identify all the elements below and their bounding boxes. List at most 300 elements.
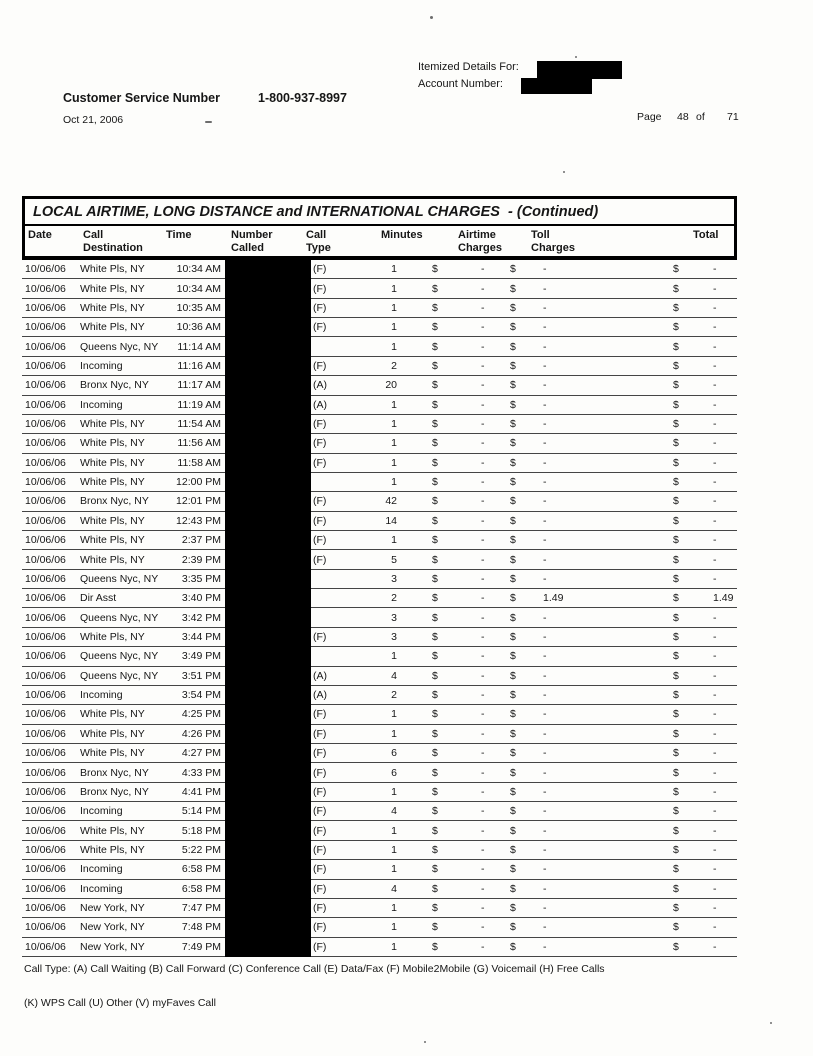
dollar-sign: $ [432, 398, 438, 411]
dollar-sign: $ [432, 669, 438, 682]
column-header-toll-charges: Toll Charges [531, 229, 576, 254]
amount-value: - [481, 379, 485, 392]
amount-value: - [481, 456, 485, 469]
dollar-sign: $ [510, 437, 516, 450]
amount-value: - [481, 321, 485, 334]
cell-minutes: 3 [391, 611, 397, 624]
cell-call-type: (F) [313, 514, 327, 527]
dollar-sign: $ [673, 282, 679, 295]
cell-call-type [311, 647, 343, 665]
cell-call-type: (F) [313, 863, 327, 876]
cell-destination: White Pls, NY [80, 514, 145, 527]
call-row [22, 376, 737, 395]
amount-value: - [543, 785, 547, 798]
dollar-sign: $ [510, 495, 516, 508]
charges-table [22, 196, 737, 957]
cell-destination: White Pls, NY [80, 843, 145, 856]
cell-total [594, 899, 737, 917]
cell-toll-charges [491, 725, 594, 743]
cell-airtime-charges [407, 705, 491, 723]
cell-destination: New York, NY [80, 921, 145, 934]
amount-value: - [481, 747, 485, 760]
dollar-sign: $ [432, 766, 438, 779]
dollar-sign: $ [432, 824, 438, 837]
call-row [22, 337, 737, 356]
amount-value: - [713, 631, 717, 643]
cell-airtime-charges [407, 667, 491, 685]
cell-minutes: 1 [391, 534, 397, 547]
amount-value: - [543, 863, 547, 876]
amount-value: - [543, 282, 547, 295]
amount-value: - [481, 863, 485, 876]
amount-value: - [543, 495, 547, 508]
dollar-sign: $ [510, 863, 516, 876]
amount-value: - [481, 708, 485, 721]
cell-call-type: (F) [313, 921, 327, 934]
cell-date: 10/06/06 [25, 418, 66, 431]
cell-toll-charges [491, 763, 594, 781]
dollar-sign: $ [510, 514, 516, 527]
cell-destination: White Pls, NY [80, 708, 145, 721]
dollar-sign: $ [432, 572, 438, 585]
amount-value: - [543, 631, 547, 643]
dollar-sign: $ [432, 418, 438, 431]
amount-value: - [713, 882, 717, 895]
dollar-sign: $ [673, 650, 679, 663]
cell-date: 10/06/06 [25, 805, 66, 818]
call-row [22, 415, 737, 434]
cell-call-type: (F) [313, 418, 327, 431]
cell-minutes: 1 [391, 282, 397, 295]
cell-airtime-charges [407, 299, 491, 317]
cell-date: 10/06/06 [25, 572, 66, 585]
amount-value: - [543, 650, 547, 663]
dollar-sign: $ [432, 611, 438, 624]
cell-date: 10/06/06 [25, 689, 66, 702]
amount-value: - [713, 863, 717, 876]
call-type-legend-line2: (K) WPS Call (U) Other (V) myFaves Call [24, 997, 216, 1009]
dollar-sign: $ [673, 669, 679, 682]
dollar-sign: $ [432, 321, 438, 334]
cell-call-type: (F) [313, 359, 327, 372]
amount-value: - [713, 727, 717, 740]
cell-airtime-charges [407, 550, 491, 568]
cell-time: 11:16 AM [177, 359, 221, 372]
itemized-details-block [418, 59, 519, 93]
amount-value: - [543, 611, 547, 624]
cell-time: 10:36 AM [176, 321, 221, 334]
dollar-sign: $ [510, 650, 516, 663]
cell-time: 3:49 PM [181, 650, 221, 663]
dollar-sign: $ [673, 824, 679, 837]
dollar-sign: $ [673, 534, 679, 547]
dollar-sign: $ [432, 863, 438, 876]
cell-destination: Queens Nyc, NY [80, 572, 159, 585]
redacted-account-number [521, 78, 592, 94]
account-number-label: Account Number: [418, 78, 503, 90]
call-row [22, 647, 737, 666]
cell-call-type: (F) [313, 456, 327, 469]
cell-call-type: (F) [313, 805, 327, 818]
cell-toll-charges [491, 589, 594, 607]
cell-minutes: 1 [391, 727, 397, 740]
dollar-sign: $ [432, 940, 438, 953]
dollar-sign: $ [432, 747, 438, 760]
call-row [22, 686, 737, 705]
cell-call-type: (F) [313, 301, 327, 314]
cell-destination: White Pls, NY [80, 263, 145, 276]
cell-minutes: 42 [385, 495, 397, 508]
cell-time: 6:58 PM [181, 882, 221, 895]
dollar-sign: $ [432, 921, 438, 934]
dollar-sign: $ [510, 611, 516, 624]
scan-speck [563, 171, 565, 173]
dollar-sign: $ [432, 902, 438, 915]
cell-destination: Bronx Nyc, NY [80, 379, 149, 392]
cell-toll-charges [491, 802, 594, 820]
call-row [22, 299, 737, 318]
dollar-sign: $ [510, 689, 516, 702]
cell-time: 5:14 PM [181, 805, 221, 818]
amount-value: - [543, 456, 547, 469]
amount-value: - [481, 592, 485, 605]
cell-date: 10/06/06 [25, 456, 66, 469]
column-header-number-called: Number Called [231, 229, 273, 254]
cell-total [594, 357, 737, 375]
cell-total [594, 763, 737, 781]
dollar-sign: $ [432, 689, 438, 702]
cell-toll-charges [491, 841, 594, 859]
cell-date: 10/06/06 [25, 902, 66, 915]
dollar-sign: $ [510, 882, 516, 895]
cell-destination: Dir Asst [80, 592, 117, 605]
call-row [22, 705, 737, 724]
cell-minutes: 1 [391, 902, 397, 915]
cell-airtime-charges [407, 860, 491, 878]
amount-value: - [543, 766, 547, 779]
cell-minutes: 1 [391, 785, 397, 798]
cell-date: 10/06/06 [25, 263, 66, 276]
cell-toll-charges [491, 454, 594, 472]
amount-value: - [713, 553, 717, 566]
table-header [22, 226, 737, 260]
cell-toll-charges [491, 647, 594, 665]
amount-value: - [481, 572, 485, 585]
cell-time: 3:35 PM [181, 572, 221, 585]
cell-destination: Queens Nyc, NY [80, 611, 159, 624]
dollar-sign: $ [510, 766, 516, 779]
page-of-label: of [696, 111, 705, 123]
amount-value: - [713, 902, 717, 915]
table-header-row [25, 226, 734, 256]
cell-time: 3:44 PM [181, 631, 221, 643]
cell-time: 10:35 AM [176, 301, 221, 314]
dollar-sign: $ [510, 553, 516, 566]
cell-airtime-charges [407, 434, 491, 452]
cell-time: 12:01 PM [176, 495, 221, 508]
dollar-sign: $ [510, 301, 516, 314]
cell-airtime-charges [407, 802, 491, 820]
cell-minutes: 1 [391, 476, 397, 489]
amount-value: - [543, 301, 547, 314]
cell-destination: Queens Nyc, NY [80, 340, 159, 353]
cell-time: 11:19 AM [177, 398, 221, 411]
cell-toll-charges [491, 608, 594, 626]
dollar-sign: $ [673, 495, 679, 508]
page-label: Page [637, 111, 662, 123]
amount-value: 1.49 [713, 592, 734, 605]
amount-value: - [481, 843, 485, 856]
dollar-sign: $ [673, 785, 679, 798]
cell-airtime-charges [407, 880, 491, 898]
cell-destination: White Pls, NY [80, 727, 145, 740]
amount-value: - [713, 708, 717, 721]
dollar-sign: $ [510, 359, 516, 372]
cell-total [594, 396, 737, 414]
redacted-number-called-column [225, 260, 311, 957]
call-row [22, 318, 737, 337]
cell-toll-charges [491, 318, 594, 336]
amount-value: - [481, 282, 485, 295]
amount-value: - [713, 359, 717, 372]
scan-speck [205, 121, 212, 123]
cell-date: 10/06/06 [25, 379, 66, 392]
cell-destination: Bronx Nyc, NY [80, 495, 149, 508]
cell-total [594, 260, 737, 278]
amount-value: - [481, 689, 485, 702]
cell-airtime-charges [407, 686, 491, 704]
amount-value: - [543, 805, 547, 818]
dollar-sign: $ [432, 631, 438, 643]
cell-time: 11:56 AM [177, 437, 221, 450]
dollar-sign: $ [510, 263, 516, 276]
cell-toll-charges [491, 550, 594, 568]
cell-call-type: (F) [313, 708, 327, 721]
amount-value: - [481, 534, 485, 547]
amount-value: - [713, 379, 717, 392]
dollar-sign: $ [510, 456, 516, 469]
dollar-sign: $ [510, 631, 516, 643]
column-header-call-destination: Call Destination [83, 229, 143, 254]
cell-call-type: (F) [313, 766, 327, 779]
amount-value: 1.49 [543, 592, 564, 605]
cell-date: 10/06/06 [25, 611, 66, 624]
cell-total [594, 454, 737, 472]
amount-value: - [543, 534, 547, 547]
amount-value: - [481, 476, 485, 489]
column-header-date: Date [28, 229, 52, 241]
dollar-sign: $ [673, 689, 679, 702]
dollar-sign: $ [510, 340, 516, 353]
cell-time: 6:58 PM [181, 863, 221, 876]
cell-call-type: (A) [313, 689, 327, 702]
cell-airtime-charges [407, 415, 491, 433]
cell-destination: Incoming [80, 882, 123, 895]
dollar-sign: $ [673, 456, 679, 469]
amount-value: - [481, 785, 485, 798]
amount-value: - [543, 359, 547, 372]
call-row [22, 899, 737, 918]
amount-value: - [481, 437, 485, 450]
amount-value: - [543, 940, 547, 953]
call-row [22, 744, 737, 763]
amount-value: - [481, 805, 485, 818]
cell-airtime-charges [407, 260, 491, 278]
dollar-sign: $ [673, 921, 679, 934]
cell-toll-charges [491, 783, 594, 801]
scan-speck [430, 16, 433, 19]
page-total: 71 [727, 111, 739, 123]
cell-total [594, 880, 737, 898]
call-row [22, 841, 737, 860]
cell-total [594, 802, 737, 820]
cell-date: 10/06/06 [25, 301, 66, 314]
cell-destination: Queens Nyc, NY [80, 669, 159, 682]
cell-date: 10/06/06 [25, 747, 66, 760]
cell-destination: White Pls, NY [80, 824, 145, 837]
dollar-sign: $ [673, 437, 679, 450]
amount-value: - [713, 495, 717, 508]
amount-value: - [543, 902, 547, 915]
cell-time: 3:42 PM [181, 611, 221, 624]
cell-time: 4:25 PM [181, 708, 221, 721]
amount-value: - [713, 940, 717, 953]
cell-total [594, 550, 737, 568]
cell-total [594, 725, 737, 743]
dollar-sign: $ [673, 708, 679, 721]
cell-airtime-charges [407, 628, 491, 646]
amount-value: - [481, 766, 485, 779]
amount-value: - [481, 902, 485, 915]
amount-value: - [543, 689, 547, 702]
cell-minutes: 4 [391, 805, 397, 818]
cell-time: 5:22 PM [181, 843, 221, 856]
cell-total [594, 492, 737, 510]
cell-call-type: (F) [313, 437, 327, 450]
cell-minutes: 1 [391, 863, 397, 876]
call-row [22, 279, 737, 298]
cell-airtime-charges [407, 744, 491, 762]
call-row [22, 860, 737, 879]
dollar-sign: $ [432, 843, 438, 856]
cell-call-type: (F) [313, 882, 327, 895]
call-row [22, 880, 737, 899]
dollar-sign: $ [673, 747, 679, 760]
cell-toll-charges [491, 899, 594, 917]
cell-total [594, 821, 737, 839]
cell-total [594, 667, 737, 685]
cell-toll-charges [491, 279, 594, 297]
dollar-sign: $ [432, 437, 438, 450]
dollar-sign: $ [510, 572, 516, 585]
amount-value: - [713, 747, 717, 760]
cell-time: 4:27 PM [181, 747, 221, 760]
cell-minutes: 1 [391, 940, 397, 953]
call-row [22, 454, 737, 473]
cell-minutes: 1 [391, 708, 397, 721]
cell-minutes: 1 [391, 650, 397, 663]
amount-value: - [481, 263, 485, 276]
cell-toll-charges [491, 357, 594, 375]
dollar-sign: $ [510, 824, 516, 837]
call-row [22, 725, 737, 744]
cell-airtime-charges [407, 337, 491, 355]
cell-date: 10/06/06 [25, 843, 66, 856]
cell-total [594, 376, 737, 394]
amount-value: - [543, 727, 547, 740]
cell-airtime-charges [407, 821, 491, 839]
cell-destination: Incoming [80, 805, 123, 818]
table-body [22, 260, 737, 957]
dollar-sign: $ [673, 340, 679, 353]
amount-value: - [713, 476, 717, 489]
scan-speck [424, 1041, 426, 1043]
dollar-sign: $ [673, 398, 679, 411]
cell-airtime-charges [407, 647, 491, 665]
cell-destination: White Pls, NY [80, 476, 145, 489]
dollar-sign: $ [673, 611, 679, 624]
amount-value: - [713, 843, 717, 856]
cell-destination: New York, NY [80, 940, 145, 953]
cell-date: 10/06/06 [25, 340, 66, 353]
cell-call-type: (F) [313, 282, 327, 295]
cell-date: 10/06/06 [25, 282, 66, 295]
cell-time: 3:54 PM [181, 689, 221, 702]
dollar-sign: $ [432, 592, 438, 605]
amount-value: - [543, 514, 547, 527]
cell-toll-charges [491, 415, 594, 433]
dollar-sign: $ [673, 631, 679, 643]
amount-value: - [543, 747, 547, 760]
call-row [22, 589, 737, 608]
scan-speck [575, 56, 577, 58]
cell-toll-charges [491, 531, 594, 549]
cell-date: 10/06/06 [25, 398, 66, 411]
cell-time: 5:18 PM [181, 824, 221, 837]
cell-time: 10:34 AM [176, 282, 221, 295]
cell-date: 10/06/06 [25, 766, 66, 779]
dollar-sign: $ [510, 534, 516, 547]
amount-value: - [481, 514, 485, 527]
cell-toll-charges [491, 473, 594, 491]
cell-date: 10/06/06 [25, 882, 66, 895]
cell-minutes: 1 [391, 824, 397, 837]
cell-date: 10/06/06 [25, 940, 66, 953]
amount-value: - [713, 921, 717, 934]
dollar-sign: $ [432, 708, 438, 721]
dollar-sign: $ [510, 747, 516, 760]
dollar-sign: $ [673, 514, 679, 527]
cell-airtime-charges [407, 396, 491, 414]
amount-value: - [481, 418, 485, 431]
amount-value: - [713, 398, 717, 411]
call-row [22, 763, 737, 782]
call-row [22, 783, 737, 802]
cell-airtime-charges [407, 492, 491, 510]
cell-airtime-charges [407, 454, 491, 472]
cell-call-type: (F) [313, 631, 327, 643]
cell-date: 10/06/06 [25, 514, 66, 527]
dollar-sign: $ [432, 534, 438, 547]
dollar-sign: $ [432, 282, 438, 295]
cell-call-type [311, 337, 343, 355]
amount-value: - [543, 882, 547, 895]
amount-value: - [481, 921, 485, 934]
amount-value: - [543, 437, 547, 450]
cell-total [594, 415, 737, 433]
cell-call-type [311, 589, 343, 607]
cell-airtime-charges [407, 376, 491, 394]
